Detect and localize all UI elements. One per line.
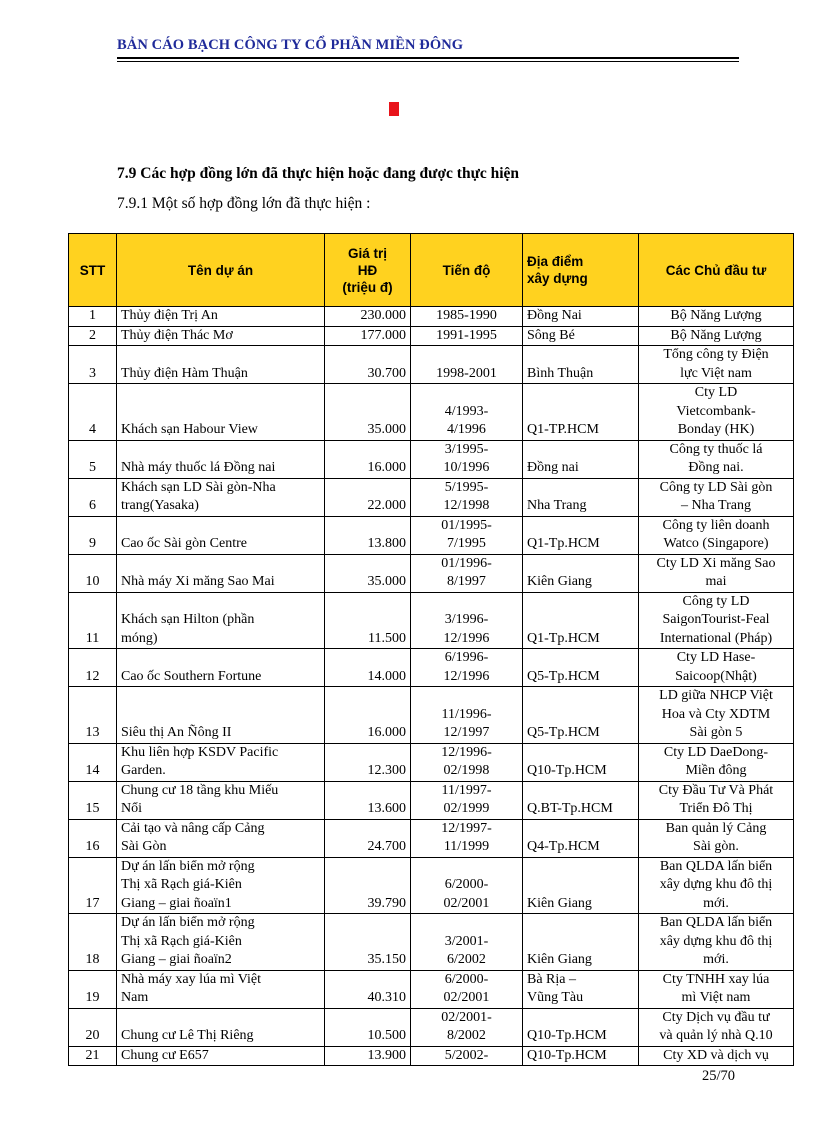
row-contract-value: 13.800: [325, 516, 411, 554]
row-location: Q10-Tp.HCM: [523, 1008, 639, 1046]
row-progress: 6/2000- 02/2001: [411, 857, 523, 914]
row-stt: 2: [69, 326, 117, 346]
row-investor: Cty TNHH xay lúa mì Việt nam: [639, 970, 794, 1008]
row-investor: Tổng công ty Điện lực Việt nam: [639, 346, 794, 384]
row-location: Bình Thuận: [523, 346, 639, 384]
row-location: Q5-Tp.HCM: [523, 687, 639, 744]
row-investor: Ban QLDA lấn biển xây dựng khu đô thị mới.: [639, 914, 794, 971]
row-stt: 16: [69, 819, 117, 857]
row-contract-value: 24.700: [325, 819, 411, 857]
table-row: [69, 970, 794, 1008]
row-investor: Công ty liên doanh Watco (Singapore): [639, 516, 794, 554]
row-stt: 18: [69, 914, 117, 971]
row-investor: Bộ Năng Lượng: [639, 326, 794, 346]
row-progress: 02/2001- 8/2002: [411, 1008, 523, 1046]
page-number: 25/70: [702, 1068, 736, 1084]
row-location: Kiên Giang: [523, 554, 639, 592]
row-contract-value: 35.000: [325, 554, 411, 592]
row-location: Q.BT-Tp.HCM: [523, 781, 639, 819]
row-project-name: Khách sạn Habour View: [117, 384, 325, 441]
table-row: [69, 440, 794, 478]
section-heading: 7.9 Các hợp đồng lớn đã thực hiện hoặc đang được thực hiện: [117, 165, 520, 182]
row-contract-value: 35.000: [325, 384, 411, 441]
row-contract-value: 13.600: [325, 781, 411, 819]
row-location: Q10-Tp.HCM: [523, 1046, 639, 1066]
row-progress: 5/1995- 12/1998: [411, 478, 523, 516]
table-row: [69, 478, 794, 516]
row-progress: 12/1996- 02/1998: [411, 743, 523, 781]
row-progress: 11/1996- 12/1997: [411, 687, 523, 744]
row-stt: 15: [69, 781, 117, 819]
table-row: [69, 554, 794, 592]
header-progress: Tiến độ: [411, 234, 523, 307]
row-stt: 5: [69, 440, 117, 478]
row-stt: 3: [69, 346, 117, 384]
row-location: Q1-Tp.HCM: [523, 516, 639, 554]
row-progress: 12/1997- 11/1999: [411, 819, 523, 857]
row-project-name: Khách sạn Hilton (phần móng): [117, 592, 325, 649]
table-row: [69, 592, 794, 649]
row-stt: 13: [69, 687, 117, 744]
row-stt: 12: [69, 649, 117, 687]
row-location: Nha Trang: [523, 478, 639, 516]
row-investor: Cty LD Vietcombank- Bonday (HK): [639, 384, 794, 441]
row-investor: LD giữa NHCP Việt Hoa và Cty XDTM Sài gòn 5: [639, 687, 794, 744]
table-body: [69, 307, 794, 1066]
row-project-name: Nhà máy Xi măng Sao Mai: [117, 554, 325, 592]
row-investor: Cty XD và dịch vụ: [639, 1046, 794, 1066]
row-progress: 3/1995- 10/1996: [411, 440, 523, 478]
row-investor: Bộ Năng Lượng: [639, 307, 794, 327]
row-location: Sông Bé: [523, 326, 639, 346]
row-project-name: Chung cư E657: [117, 1046, 325, 1066]
row-project-name: Nhà máy thuốc lá Đồng nai: [117, 440, 325, 478]
row-progress: 01/1995- 7/1995: [411, 516, 523, 554]
table-row: [69, 1008, 794, 1046]
row-investor: Công ty LD SaigonTourist-Feal International (Pháp): [639, 592, 794, 649]
row-project-name: Khu liên hợp KSDV Pacific Garden.: [117, 743, 325, 781]
row-contract-value: 40.310: [325, 970, 411, 1008]
row-project-name: Thủy điện Trị An: [117, 307, 325, 327]
row-contract-value: 11.500: [325, 592, 411, 649]
table-row: [69, 857, 794, 914]
row-location: Bà Rịa – Vũng Tàu: [523, 970, 639, 1008]
row-stt: 1: [69, 307, 117, 327]
row-location: Đồng Nai: [523, 307, 639, 327]
row-project-name: Cao ốc Sài gòn Centre: [117, 516, 325, 554]
header-project-name: Tên dự án: [117, 234, 325, 307]
table-row: [69, 649, 794, 687]
row-investor: Cty LD DaeDong- Miền đông: [639, 743, 794, 781]
table-header-row: [69, 234, 794, 307]
header-investor: Các Chủ đầu tư: [639, 234, 794, 307]
subsection-heading: 7.9.1 Một số hợp đồng lớn đã thực hiện :: [117, 195, 371, 212]
document-header-title: BẢN CÁO BẠCH CÔNG TY CỔ PHẦN MIỀN ĐÔNG: [117, 37, 464, 53]
header-contract-value: Giá trị HĐ (triệu đ): [325, 234, 411, 307]
row-location: Đồng nai: [523, 440, 639, 478]
table-row: [69, 819, 794, 857]
row-location: Q4-Tp.HCM: [523, 819, 639, 857]
row-investor: Ban quản lý Cảng Sài gòn.: [639, 819, 794, 857]
row-contract-value: 230.000: [325, 307, 411, 327]
table-row: [69, 1046, 794, 1066]
row-project-name: Thủy điện Hàm Thuận: [117, 346, 325, 384]
row-contract-value: 16.000: [325, 687, 411, 744]
row-project-name: Nhà máy xay lúa mì Việt Nam: [117, 970, 325, 1008]
table-row: [69, 914, 794, 971]
row-project-name: Cải tạo và nâng cấp Cảng Sài Gòn: [117, 819, 325, 857]
contracts-table: [68, 233, 794, 1066]
row-stt: 6: [69, 478, 117, 516]
row-project-name: Thủy điện Thác Mơ: [117, 326, 325, 346]
row-progress: 1991-1995: [411, 326, 523, 346]
row-project-name: Cao ốc Southern Fortune: [117, 649, 325, 687]
row-stt: 4: [69, 384, 117, 441]
row-investor: Cty Dịch vụ đầu tư và quản lý nhà Q.10: [639, 1008, 794, 1046]
row-progress: 11/1997- 02/1999: [411, 781, 523, 819]
table-row: [69, 326, 794, 346]
row-investor: Cty Đầu Tư Và Phát Triển Đô Thị: [639, 781, 794, 819]
row-project-name: Chung cư 18 tầng khu Miếu Nổi: [117, 781, 325, 819]
row-contract-value: 35.150: [325, 914, 411, 971]
header-divider-thin: [117, 61, 739, 62]
row-project-name: Dự án lấn biển mở rộng Thị xã Rạch giá-Kiên Giang – giai ñoaïn1: [117, 857, 325, 914]
row-contract-value: 177.000: [325, 326, 411, 346]
row-progress: 1985-1990: [411, 307, 523, 327]
table-row: [69, 384, 794, 441]
row-contract-value: 13.900: [325, 1046, 411, 1066]
row-stt: 21: [69, 1046, 117, 1066]
row-investor: Công ty LD Sài gòn – Nha Trang: [639, 478, 794, 516]
row-progress: 6/1996- 12/1996: [411, 649, 523, 687]
row-stt: 20: [69, 1008, 117, 1046]
row-stt: 14: [69, 743, 117, 781]
row-location: Q1-Tp.HCM: [523, 592, 639, 649]
row-location: Kiên Giang: [523, 914, 639, 971]
row-location: Q10-Tp.HCM: [523, 743, 639, 781]
row-contract-value: 12.300: [325, 743, 411, 781]
row-investor: Công ty thuốc lá Đồng nai.: [639, 440, 794, 478]
row-contract-value: 30.700: [325, 346, 411, 384]
row-contract-value: 22.000: [325, 478, 411, 516]
row-contract-value: 16.000: [325, 440, 411, 478]
table-row: [69, 781, 794, 819]
row-stt: 19: [69, 970, 117, 1008]
row-location: Kiên Giang: [523, 857, 639, 914]
row-project-name: Siêu thị An Ñông II: [117, 687, 325, 744]
row-project-name: Chung cư Lê Thị Riêng: [117, 1008, 325, 1046]
row-contract-value: 14.000: [325, 649, 411, 687]
row-progress: 01/1996- 8/1997: [411, 554, 523, 592]
row-progress: 4/1993- 4/1996: [411, 384, 523, 441]
row-stt: 17: [69, 857, 117, 914]
row-stt: 9: [69, 516, 117, 554]
row-investor: Cty LD Hase- Saicoop(Nhật): [639, 649, 794, 687]
table-row: [69, 307, 794, 327]
row-location: Q5-Tp.HCM: [523, 649, 639, 687]
header-location: Địa điểm xây dựng: [523, 234, 639, 307]
row-progress: 5/2002-: [411, 1046, 523, 1066]
row-investor: Ban QLDA lấn biển xây dựng khu đô thị mới.: [639, 857, 794, 914]
red-square-marker: [389, 102, 399, 116]
row-project-name: Khách sạn LD Sài gòn-Nha trang(Yasaka): [117, 478, 325, 516]
row-stt: 10: [69, 554, 117, 592]
row-progress: 1998-2001: [411, 346, 523, 384]
row-contract-value: 39.790: [325, 857, 411, 914]
row-contract-value: 10.500: [325, 1008, 411, 1046]
row-progress: 3/2001- 6/2002: [411, 914, 523, 971]
table-row: [69, 346, 794, 384]
header-divider-thick: [117, 57, 739, 59]
row-project-name: Dự án lấn biển mở rộng Thị xã Rạch giá-Kiên Giang – giai ñoaïn2: [117, 914, 325, 971]
table-row: [69, 516, 794, 554]
row-progress: 6/2000- 02/2001: [411, 970, 523, 1008]
table-row: [69, 743, 794, 781]
header-stt: STT: [69, 234, 117, 307]
row-progress: 3/1996- 12/1996: [411, 592, 523, 649]
row-investor: Cty LD Xi măng Sao mai: [639, 554, 794, 592]
row-location: Q1-TP.HCM: [523, 384, 639, 441]
table-row: [69, 687, 794, 744]
row-stt: 11: [69, 592, 117, 649]
